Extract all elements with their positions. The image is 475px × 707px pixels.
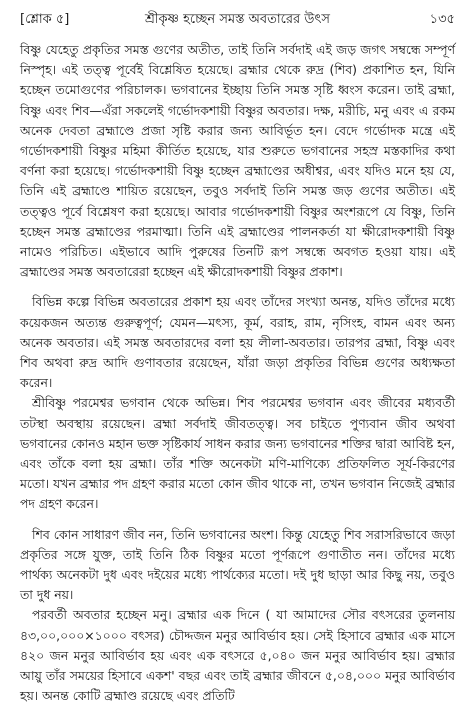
- running-title: শ্রীকৃষ্ণ হচ্ছেন সমস্ত অবতারের উৎস: [145, 12, 330, 27]
- paragraph: বিভিন্ন কল্পে বিভিন্ন অবতারের প্রকাশ হয় এবং তাঁদের সংখ্যা অনন্ত, যদিও তাঁদের মধ্যে কয়েকজন অত্যন্ত গুরুত্বপূর্ণ; যেমন—মৎস্য, কূর্ম, বরাহ, রাম, নৃসিংহ, বামন এবং অন্য অনেক অবতার। এই সমস্ত অবতারদের বলা হয় লীলা-অবতার। তারপর ব্রহ্মা, বিষ্ণু এবং শিব অথবা রুদ্র আদি গুণাবতার রয়েছেন, যাঁরা জড়া প্রকৃতির বিভিন্ন গুণের অধ্যক্ষতা করেন।: [20, 294, 455, 391]
- paragraph: বিষ্ণু যেহেতু প্রকৃতির সমস্ত গুণের অতীত, তাই তিনি সর্বদাই এই জড় জগৎ সম্বন্ধে সম্পূর্ণ নিস্পৃহ। এই তত্ত্ব পূর্বেই বিশ্লেষিত হয়েছে। ব্রহ্মার থেকে রুদ্র (শিব) প্রকাশিত হন, যিনি হচ্ছেন তমোগুণের পরিচালক। ভগবানের ইচ্ছায় তিনি সমস্ত সৃষ্টি ধ্বংস করেন। তাই ব্রহ্মা, বিষ্ণু এবং শিব—এঁরা সকলেই গর্ভোদকশায়ী বিষ্ণুর অবতার। দক্ষ, মরীচি, মনু এবং এ রকম অনেক দেবতা ব্রহ্মাণ্ডে প্রজা সৃষ্টি করার জন্য আবির্ভূত হন। বেদে গর্ভোদক মন্ত্রে এই গর্ভোদকশায়ী বিষ্ণুর মহিমা কীর্তিত হয়েছে, যার শুরুতে ভগবানের সহস্র মস্তকাদির কথা বর্ণনা করা হয়েছে। গর্ভোদকশায়ী বিষ্ণু হচ্ছেন ব্রহ্মাণ্ডের অধীশ্বর, এবং যদিও মনে হয় যে, তিনি এই ব্রহ্মাণ্ডে শায়িত রয়েছেন, তবুও সর্বদাই তিনি সমস্ত জড় গুণের অতীত। এই তত্ত্বও পূর্বে বিশ্লেষণ করা হয়েছে। আবার গর্ভোদকশায়ী বিষ্ণুর অংশরূপে যে বিষ্ণু, তিনি হচ্ছেন সমস্ত ব্রহ্মাণ্ডের পরমাত্মা। তিনি এই ব্রহ্মাণ্ডের পালনকর্তা যা ক্ষীরোদকশায়ী বিষ্ণু নামেও পরিচিত। এইভাবে আদি পুরুষের তিনটি রূপ সম্বন্ধে অবগত হওয়া যায়। এই ব্রহ্মাণ্ডের সমস্ত অবতারেরা হচ্ছেন এই ক্ষীরোদকশায়ী বিষ্ণুর প্রকাশ।: [20, 42, 455, 280]
- verse-reference: [শ্লোক ৫]: [20, 12, 70, 27]
- page-number: ১৩৫: [429, 12, 455, 27]
- paragraph: শিব কোন সাধারণ জীব নন, তিনি ভগবানের অংশ। কিন্তু যেহেতু শিব সরাসরিভাবে জড়া প্রকৃতির সঙ্গে যুক্ত, তাই তিনি ঠিক বিষ্ণুর মতো পূর্ণরূপে গুণাতীত নন। তাঁদের মধ্যে পার্থক্য অনেকটা দুধ এবং দইয়ের মধ্যে পার্থক্যের মতো। দই দুধ ছাড়া আর কিছু নয়, তবুও তা দুধ নয়।: [20, 526, 455, 603]
- paragraph: পরবর্তী অবতার হচ্ছেন মনু। ব্রহ্মার এক দিনে ( যা আমাদের সৌর বৎসরের তুলনায় ৪৩,০০,০০০×১০০০ বৎসর) চৌদ্দজন মনুর আবির্ভাব হয়। সেই হিসাবে ব্রহ্মার এক মাসে ৪২০ জন মনুর আবির্ভাব হয় এবং এক বৎসরে ৫,০৪০ জন মনুর আবির্ভাব হয়। ব্রহ্মার আয়ু তাঁর সময়ের হিসাবে একশ' বছর এবং তাই ব্রহ্মার জীবনে ৫,০৪,০০০ মনুর আবির্ভাব হয়। অনন্ত কোটি ব্রহ্মাণ্ড রয়েছে এবং প্রতিটি: [20, 607, 455, 704]
- paragraph: শ্রীবিষ্ণু পরমেশ্বর ভগবান থেকে অভিন্ন। শিব পরমেশ্বর ভগবান এবং জীবের মধ্যবর্তী তটস্থা অবস্থায় রয়েছেন। ব্রহ্মা সর্বদাই জীবতত্ত্ব। সব চাইতে পুণ্যবান জীব অথবা ভগবানের কোনও মহান ভক্ত সৃষ্টিকার্য সাধন করার জন্য ভগবানের শক্তির দ্বারা আবিষ্ট হন, এবং তাঁকে বলা হয় ব্রহ্মা। তাঁর শক্তি অনেকটা মণি-মাণিক্যে প্রতিফলিত সূর্য-কিরণের মতো। যখন ব্রহ্মার পদ গ্রহণ করার মতো কোন জীব থাকে না, তখন ভগবান নিজেই ব্রহ্মার পদ গ্রহণ করেন।: [20, 395, 455, 512]
- page-header: [20, 10, 455, 34]
